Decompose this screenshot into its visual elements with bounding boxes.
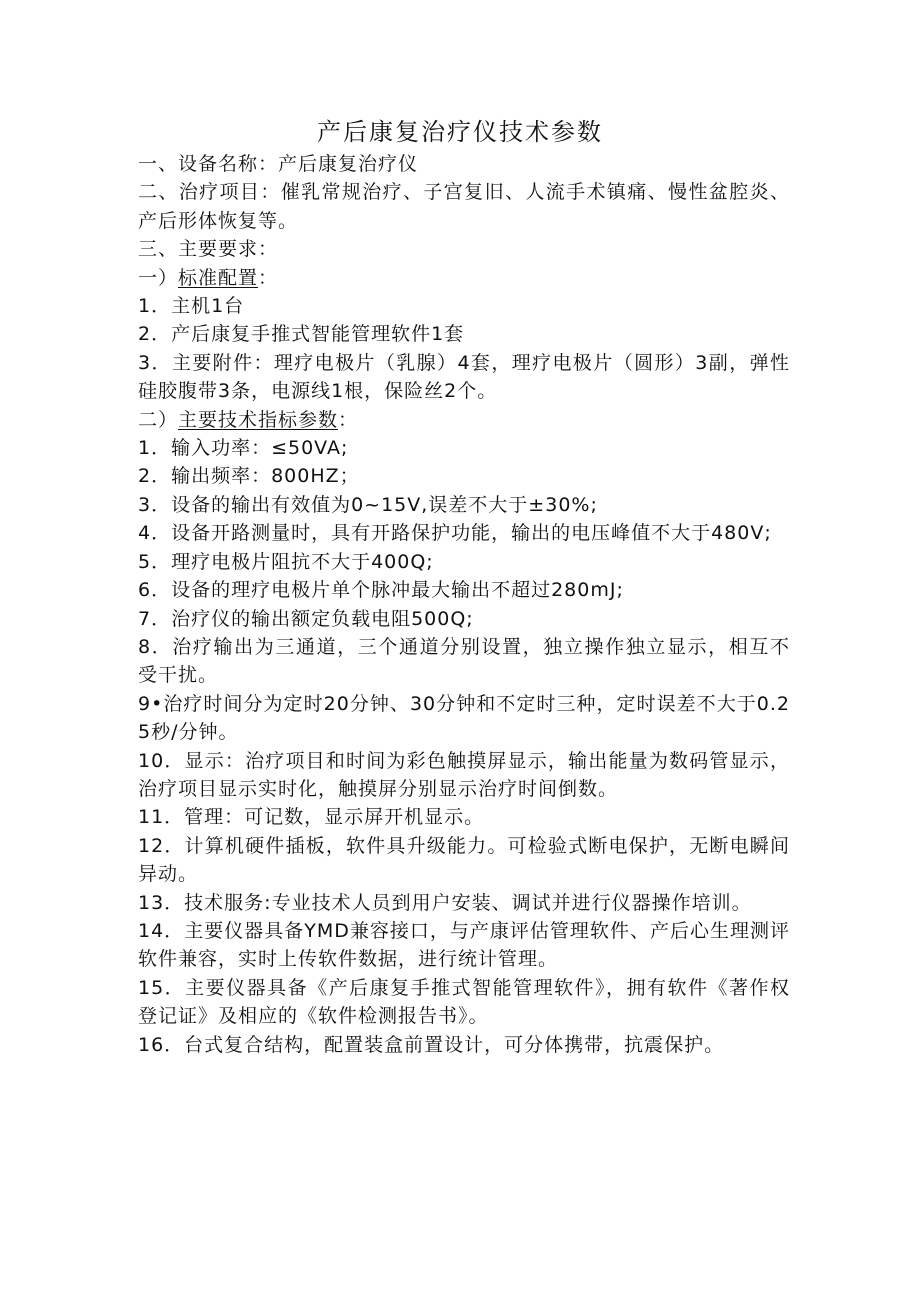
spec-item: 8．治疗输出为三通道，三个通道分别设置，独立操作独立显示，相互不受干扰。 xyxy=(138,635,790,687)
section-treatment-items: 二、治疗项目：催乳常规治疗、子宫复旧、人流手术镇痛、慢性盆腔炎、产后形体恢复等。 xyxy=(138,181,790,232)
config-item: 2．产后康复手推式智能管理软件1套 xyxy=(138,323,465,346)
spec-item: 11．管理：可记数，显示屏开机显示。 xyxy=(138,806,485,829)
spec-item: 13．技术服务:专业技术人员到用户安装、调试并进行仪器操作培训。 xyxy=(138,891,752,914)
config-item: 1．主机1台 xyxy=(138,295,245,318)
spec-item: 14．主要仪器具备YMD兼容接口，与产康评估管理软件、产后心生理测评软件兼容，实时上传软件数据，进行统计管理。 xyxy=(138,919,790,971)
spec-item: 16．台式复合结构，配置装盒前置设计，可分体携带，抗震保护。 xyxy=(138,1033,725,1056)
spec-item: 5．理疗电极片阻抗不大于400Q; xyxy=(138,550,434,573)
spec-item: 1．输入功率：≤50VA; xyxy=(138,437,349,460)
config-item: 3．主要附件：理疗电极片（乳腺）4套，理疗电极片（圆形）3副，弹性硅胶腹带3条，电源线1根，保险丝2个。 xyxy=(138,351,790,403)
subsection-number: 一） xyxy=(138,266,179,289)
spec-item: 3．设备的输出有效值为0~15V,误差不大于±30%; xyxy=(138,493,598,516)
subsection-number: 二） xyxy=(138,408,179,431)
spec-item: 9•治疗时间分为定时20分钟、30分钟和不定时三种，定时误差不大于0.25秒/分钟。 xyxy=(138,692,790,744)
subsection-heading: 标准配置 xyxy=(178,266,259,289)
spec-item: 4．设备开路测量时，具有开路保护功能，输出的电压峰值不大于480V; xyxy=(138,522,772,545)
spec-item: 2．输出频率：800HZ； xyxy=(138,465,360,488)
subsection-colon: ： xyxy=(258,266,279,289)
spec-item: 15．主要仪器具备《产后康复手推式智能管理软件》，拥有软件《著作权登记证》及相应的《软件检测报告书》。 xyxy=(138,976,790,1028)
document-body xyxy=(138,150,790,1059)
subsection-heading: 主要技术指标参数 xyxy=(178,408,339,431)
spec-item: 10．显示：治疗项目和时间为彩色触摸屏显示，输出能量为数码管显示，治疗项目显示实时化，触摸屏分别显示治疗时间倒数。 xyxy=(138,749,790,800)
section-device-name: 一、设备名称：产后康复治疗仪 xyxy=(138,153,419,175)
spec-item: 7．治疗仪的输出额定负载电阻500Q; xyxy=(138,607,474,630)
document-title: 产后康复治疗仪技术参数 xyxy=(317,118,603,146)
subsection-colon: ： xyxy=(338,408,359,431)
subsection-standard-config xyxy=(138,264,790,292)
spec-item: 12．计算机硬件插板，软件具升级能力。可检验式断电保护，无断电瞬间异动。 xyxy=(138,834,790,886)
subsection-technical-specs xyxy=(138,406,790,434)
section-main-requirements: 三、主要要求： xyxy=(138,238,279,261)
spec-item: 6．设备的理疗电极片单个脉冲最大输出不超过280mJ; xyxy=(138,579,624,602)
